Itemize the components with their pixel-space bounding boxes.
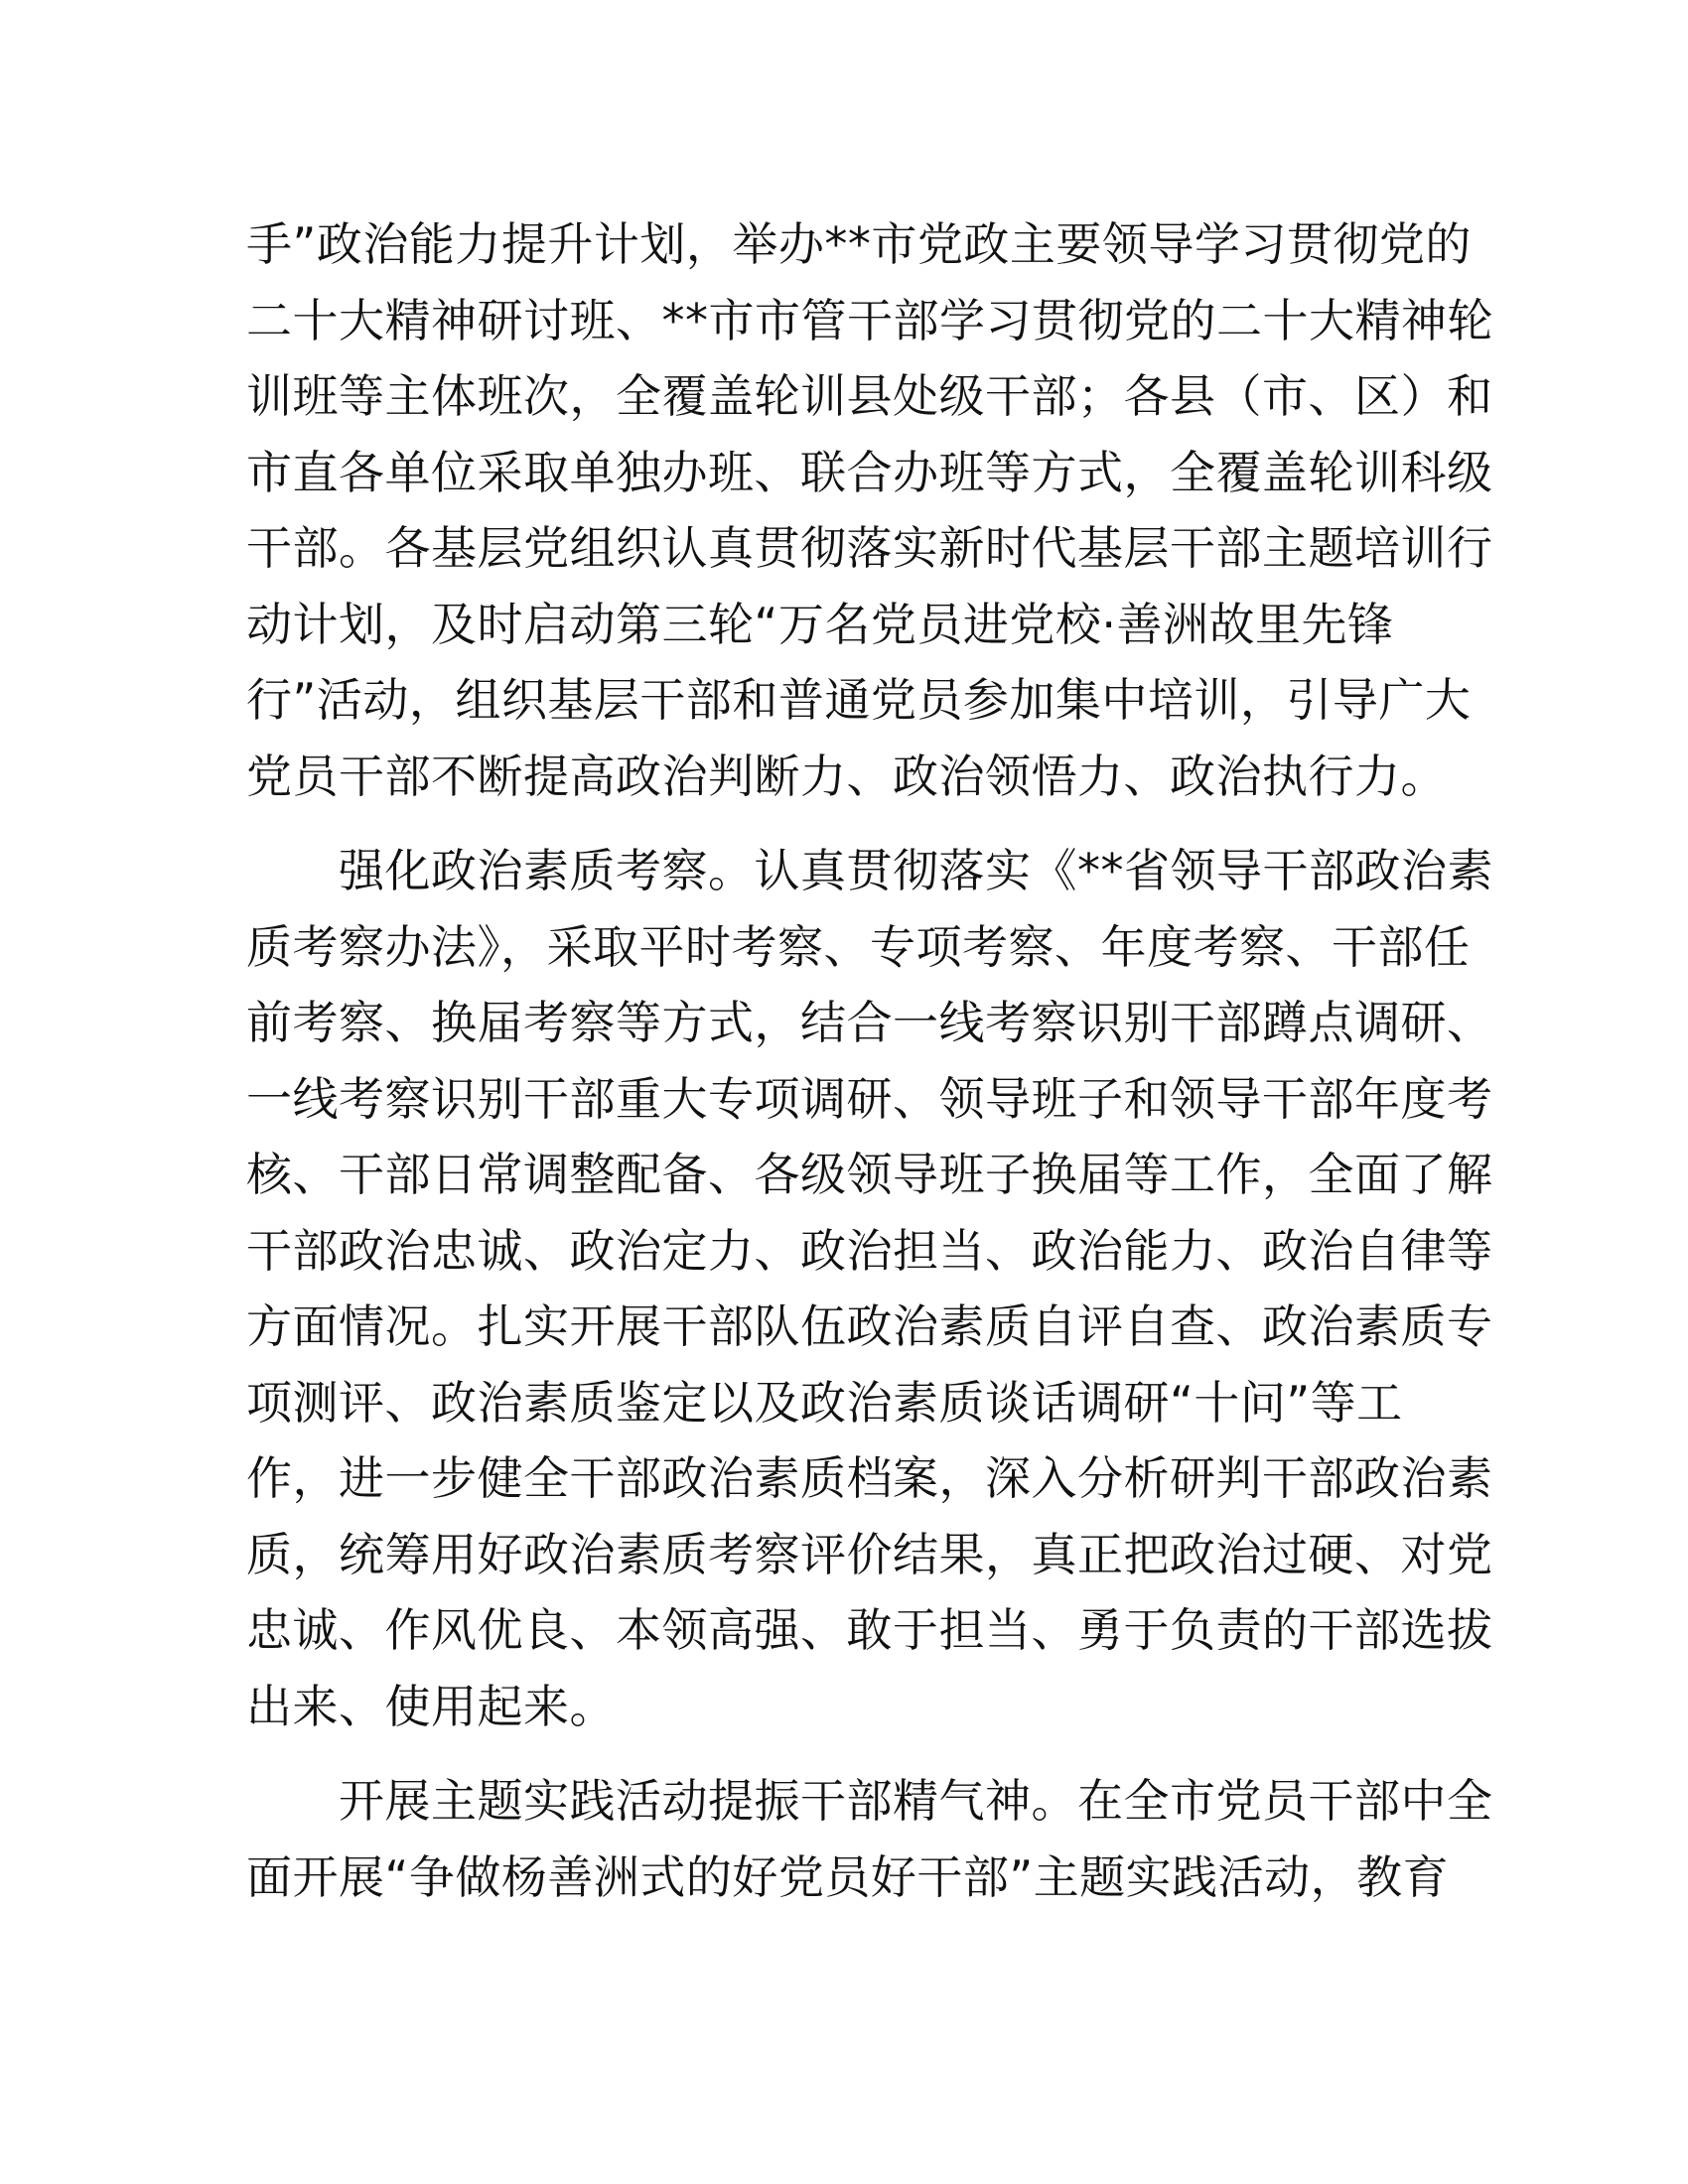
text-line: 动计划，及时启动第三轮“万名党员进党校·善洲故里先锋 xyxy=(246,597,1394,651)
paragraph-political-quality-review xyxy=(246,833,1493,1744)
text-line: 一线考察识别干部重大专项调研、领导班子和领导干部年度考 xyxy=(246,1071,1493,1126)
text-line: 开展主题实践活动提振干部精气神。在全市党员干部中全 xyxy=(246,1774,1493,1828)
text-line: 前考察、换届考察等方式，结合一线考察识别干部蹲点调研、 xyxy=(246,996,1493,1049)
text-line: 质，统筹用好政治素质考察评价结果，真正把政治过硬、对党 xyxy=(246,1527,1493,1581)
text-line: 市直各单位采取单独办班、联合办班等方式，全覆盖轮训科级 xyxy=(246,445,1493,499)
text-line: 行”活动，组织基层干部和普通党员参加集中培训，引导广大 xyxy=(246,673,1472,727)
text-line: 手”政治能力提升计划，举办**市党政主要领导学习贯彻党的 xyxy=(246,217,1472,271)
text-line: 面开展“争做杨善洲式的好党员好干部”主题实践活动，教育 xyxy=(246,1849,1450,1904)
text-line: 训班等主体班次，全覆盖轮训县处级干部；各县（市、区）和 xyxy=(246,369,1493,423)
text-line: 忠诚、作风优良、本领高强、敢于担当、勇于负责的干部选拔 xyxy=(246,1603,1493,1657)
text-line: 出来、使用起来。 xyxy=(246,1679,616,1733)
text-line: 方面情况。扎实开展干部队伍政治素质自评自查、政治素质专 xyxy=(246,1299,1493,1353)
document-body xyxy=(246,206,1493,1915)
text-line: 项测评、政治素质鉴定以及政治素质谈话调研“十问”等工 xyxy=(246,1375,1403,1430)
text-line: 党员干部不断提高政治判断力、政治领悟力、政治执行力。 xyxy=(246,749,1447,803)
text-line: 二十大精神研讨班、**市市管干部学习贯彻党的二十大精神轮 xyxy=(246,293,1493,347)
paragraph-theme-practice xyxy=(246,1763,1493,1915)
text-line: 核、干部日常调整配备、各级领导班子换届等工作，全面了解 xyxy=(246,1148,1493,1201)
text-line: 质考察办法》，采取平时考察、专项考察、年度考察、干部任 xyxy=(246,919,1471,974)
text-line: 干部。各基层党组织认真贯彻落实新时代基层干部主题培训行 xyxy=(246,521,1493,575)
text-line: 强化政治素质考察。认真贯彻落实《**省领导干部政治素 xyxy=(246,844,1493,897)
paragraph-cadre-training xyxy=(246,206,1493,814)
text-line: 作，进一步健全干部政治素质档案，深入分析研判干部政治素 xyxy=(246,1451,1493,1505)
text-line: 干部政治忠诚、政治定力、政治担当、政治能力、政治自律等 xyxy=(246,1223,1493,1278)
